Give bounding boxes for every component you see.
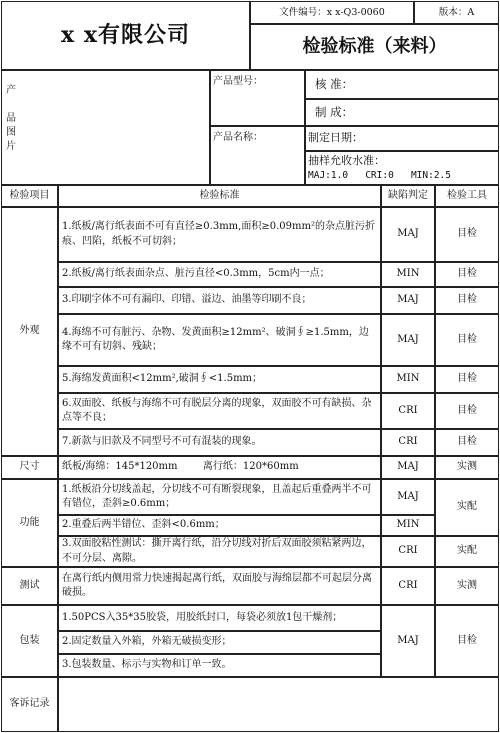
row-5-tool: 目检: [457, 373, 477, 385]
row-1-defect: MAJ: [397, 228, 419, 240]
complaint-content-cell: [58, 677, 499, 732]
th-tool: 检验工具: [447, 189, 487, 201]
func-1-tool: 实配: [457, 501, 477, 513]
func-2-standard: 2.重叠后两半错位、歪斜<0.6mm；: [62, 519, 225, 531]
row-4-defect: MAJ: [397, 333, 419, 345]
row-7-tool: 目检: [457, 436, 477, 448]
func-3-defect: CRI: [398, 545, 418, 557]
model-label: 产品型号：: [213, 76, 263, 87]
row-2-tool: 目检: [457, 268, 477, 280]
group-size: 尺寸: [19, 461, 40, 473]
func-1-defect: MAJ: [397, 490, 419, 502]
row-1-tool: 目检: [457, 228, 477, 240]
pkg-1-standard: 1.50PCS入35*35胶袋，用胶纸封口，每袋必须放1包干燥剂；: [62, 611, 343, 623]
pkg-tool: 目检: [457, 634, 477, 646]
pkg-3-standard: 3.包装数量、标示与实物和订单一致。: [62, 659, 232, 671]
func-3-tool: 实配: [457, 545, 477, 557]
product-image-label: 产 品 图 片: [6, 85, 16, 152]
doc-number: 文件编号：x x-Q3-0060: [279, 6, 385, 18]
size-standard: 纸板/海绵：145*120mm 离行纸：120*60mm: [62, 461, 299, 473]
group-test: 测试: [19, 579, 40, 591]
row-5-standard: 5.海绵发黄面积<12mm²,破洞∮<1.5mm；: [62, 373, 263, 385]
pkg-2-standard: 2.固定数量入外箱，外箱无破损变形；: [62, 636, 232, 648]
make-label: 制 成：: [315, 105, 354, 119]
row-7-defect: CRI: [398, 436, 418, 448]
group-appearance: 外观: [19, 325, 40, 337]
func-3-standard: 3.双面胶粘性测试：撕开离行纸，沿分切线对折后双面胶须粘紧两边，不可分层、离隙。: [62, 538, 372, 564]
date-label: 制定日期：: [308, 131, 363, 144]
group-function: 功能: [19, 516, 40, 528]
test-standard: 在离行纸内侧用常力快速揭起离行纸，双面胶与海绵层都不可起层分离破损。: [62, 572, 372, 598]
row-7-standard: 7.新款与旧款及不同型号不可有混装的现象。: [62, 436, 262, 448]
row-4-tool: 目检: [457, 333, 477, 345]
func-1-standard: 1.纸板沿分切线盖起，分切线不可有断裂现象，且盖起后重叠两半不可有错位，歪斜≥0.6mm；: [62, 483, 372, 509]
name-label: 产品名称：: [213, 132, 263, 143]
row-2-standard: 2.纸板/离行纸表面杂点、脏污直径<0.3mm，5cm内一点；: [62, 268, 330, 280]
row-4-standard: 4.海绵不可有脏污、杂物、发黄面积≥12mm²、破洞∮≥1.5mm，边缘不可有切斜、残缺；: [62, 326, 369, 352]
row-6-tool: 目检: [457, 404, 477, 416]
test-tool: 实测: [457, 579, 477, 591]
aql-title: 抽样允收水准：: [308, 154, 385, 167]
group-package: 包装: [19, 634, 40, 646]
complaint-label: 客诉记录: [9, 698, 50, 710]
size-tool: 实测: [457, 461, 477, 473]
th-item: 检验项目: [9, 189, 50, 201]
pkg-defect: MAJ: [397, 634, 419, 646]
row-2-defect: MIN: [396, 268, 420, 280]
row-6-defect: CRI: [398, 404, 418, 416]
approve-label: 核 准：: [315, 77, 354, 91]
test-defect: CRI: [398, 579, 418, 591]
row-3-defect: MAJ: [397, 294, 419, 306]
row-3-tool: 目检: [457, 294, 477, 306]
version: 版本：A: [438, 6, 475, 18]
size-defect: MAJ: [397, 461, 419, 473]
row-6-standard: 6.双面胶、纸板与海绵不可有脱层分离的现象，双面胶不可有缺损、杂点等不良；: [62, 397, 372, 423]
company-name: x x有限公司: [61, 21, 190, 48]
th-defect: 缺陷判定: [388, 189, 428, 201]
row-1-standard: 1.纸板/离行纸表面不可有直径≥0.3mm,面积≥0.09mm²的杂点脏污折痕、凹陷，纸板不可切斜；: [62, 221, 375, 247]
th-standard: 检验标准: [199, 189, 240, 201]
row-5-defect: MIN: [396, 373, 420, 385]
aql-values: MAJ:1.0 CRI:0 MIN:2.5: [308, 170, 451, 181]
product-image-cell: [1, 70, 210, 185]
page-title: 检验标准（来料）: [302, 35, 447, 57]
row-3-standard: 3.印刷字体不可有漏印、印错、溢边、油墨等印刷不良；: [62, 294, 312, 306]
func-2-defect: MIN: [396, 519, 420, 531]
